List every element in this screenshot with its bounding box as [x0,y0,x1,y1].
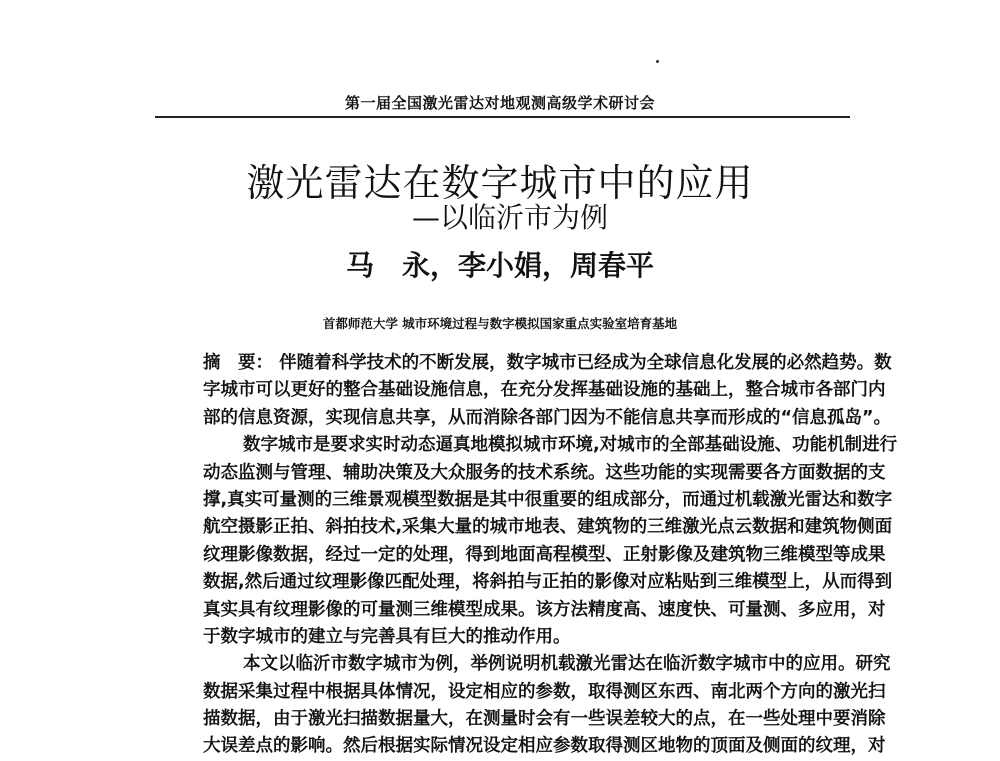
affiliation: 首都师范大学 城市环境过程与数字模拟国家重点实验室培育基地 [322,316,678,331]
paragraph-line: 撑,真实可量测的三维景观模型数据是其中很重要的组成部分，而通过机载激光雷达和数字 [203,489,893,510]
paragraph-line: 大误差点的影响。然后根据实际情况设定相应参数取得测区地物的顶面及侧面的纹理，对 [203,736,886,757]
scan-speck [656,60,659,63]
paper-subtitle: —以临沂市为例 [411,201,608,234]
paragraph-line: 纹理影像数据，经过一定的处理，得到地面高程模型、正射影像及建筑物三维模型等成果 [203,544,886,565]
paragraph-line: 数据采集过程中根据具体情况，设定相应的参数，取得测区东西、南北两个方向的激光扫 [203,681,886,702]
paragraph-line: 航空摄影正拍、斜拍技术,采集大量的城市地表、建筑物的三维激光点云数据和建筑物侧面 [203,517,893,538]
authors: 马 永，李小娟，周春平 [345,249,654,282]
paragraph-line: 本文以临沂市数字城市为例，举例说明机载激光雷达在临沂数字城市中的应用。研究 [243,654,891,675]
paragraph-line: 真实具有纹理影像的可量测三维模型成果。该方法精度高、速度快、可量测、多应用，对 [203,599,886,620]
abstract-line: 摘 要： 伴随着科学技术的不断发展，数字城市已经成为全球信息化发展的必然趋势。数 [203,353,892,373]
paragraph-line: 于数字城市的建立与完善具有巨大的推动作用。 [203,626,571,647]
body-text [203,350,898,761]
conference-header: 第一届全国激光雷达对地观测高级学术研讨会 [344,94,655,112]
paper-title: 激光雷达在数字城市中的应用 [246,161,754,205]
header-rule [155,116,850,118]
abstract-line: 部的信息资源，实现信息共享，从而消除各部门因为不能信息共享而形成的“信息孤岛”。 [203,407,892,428]
paragraph-line: 数据,然后通过纹理影像匹配处理，将斜拍与正拍的影像对应粘贴到三维模型上，从而得到 [203,572,893,593]
abstract-line: 字城市可以更好的整合基础设施信息，在充分发挥基础设施的基础上，整合城市各部门内 [203,380,886,401]
paragraph-line: 动态监测与管理、辅助决策及大众服务的技术系统。这些功能的实现需要各方面数据的支 [203,462,886,483]
paragraph-line: 描数据，由于激光扫描数据量大，在测量时会有一些误差较大的点，在一些处理中要消除 [203,709,886,730]
paragraph-line: 数字城市是要求实时动态逼真地模拟城市环境,对城市的全部基础设施、功能机制进行 [243,435,898,456]
